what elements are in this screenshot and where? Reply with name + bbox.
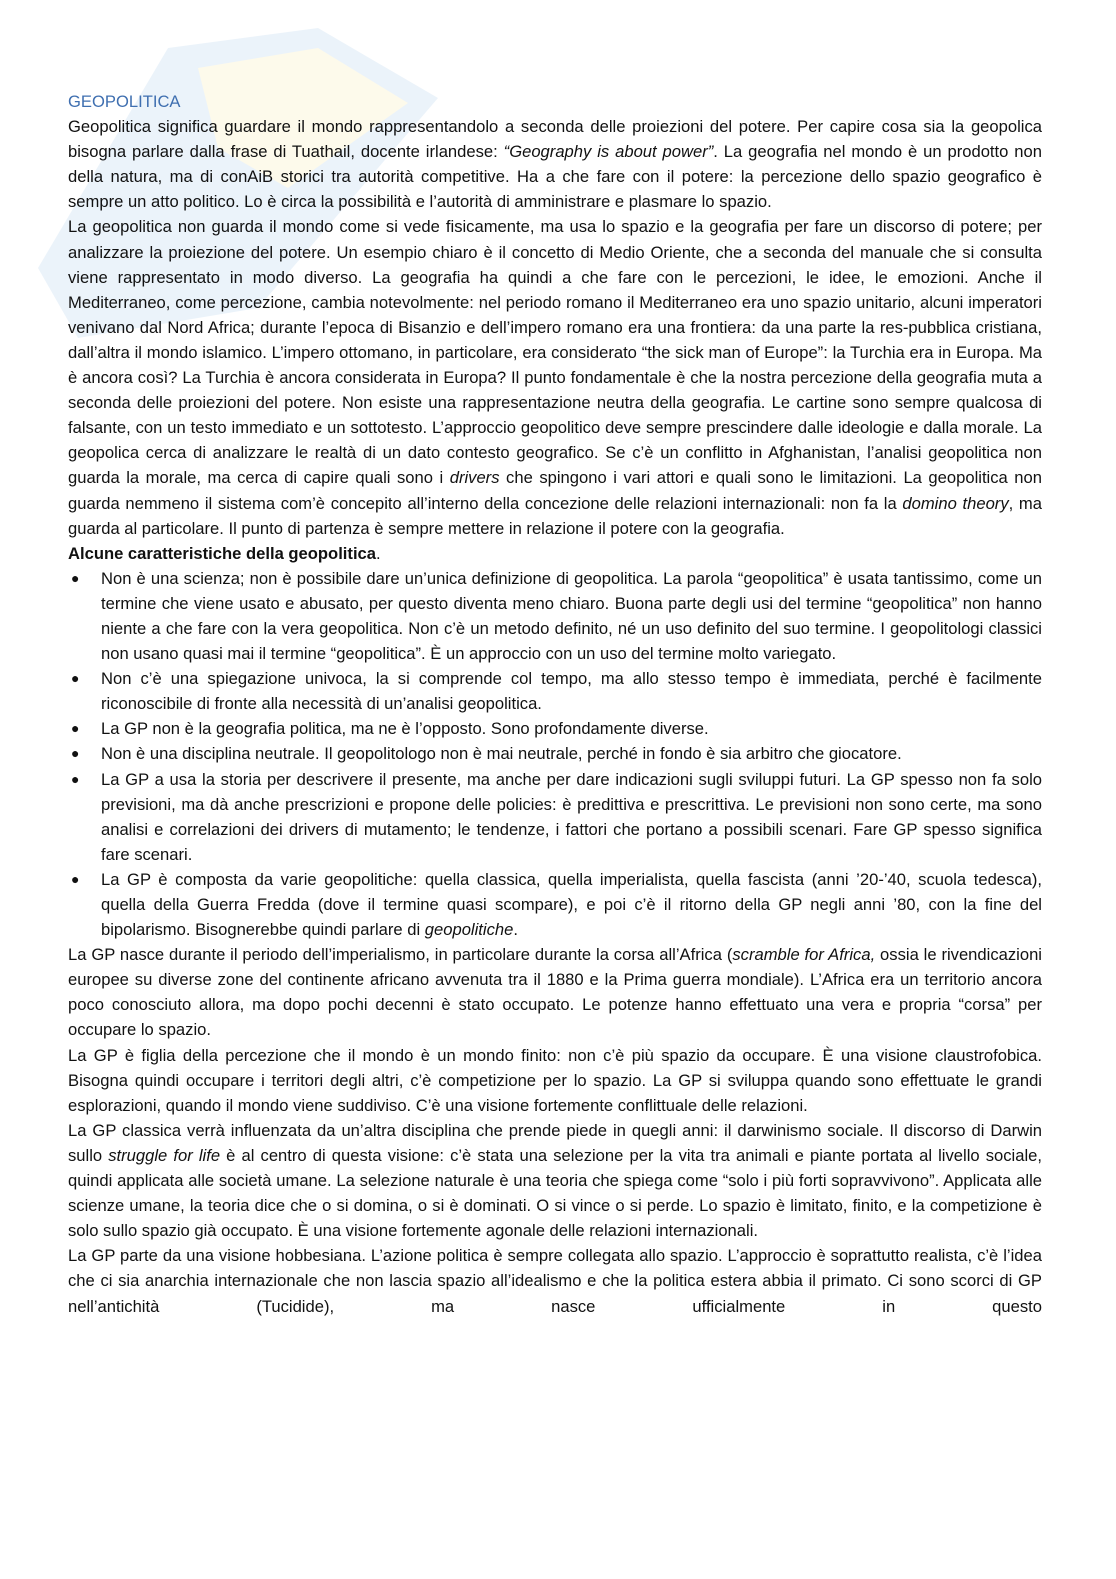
list-item: [68, 716, 1042, 741]
text-run: ossia le rivendicazioni europee su diverse zone del continente africano avvenuta tra il 1880 e la Prima guerra mondiale). L’Africa era un territorio ancora poco conosciuto allora, ma dopo pochi decenni è stato occupato. Le potenze hanno effettuato una vera e propria “corsa” per occupare lo spazio.: [68, 945, 1042, 1040]
document-title: GEOPOLITICA: [68, 92, 181, 111]
characteristics-heading: Alcune caratteristiche della geopolitica: [68, 543, 377, 563]
paragraph: [68, 1043, 1042, 1118]
text-run: La GP è figlia della percezione che il mondo è un mondo finito: non c’è più spazio da occupare. È una visione claustrofobica. Bisogna quindi occupare i territori degli altri, c’è competizione per lo spazio. La GP si sviluppa quando sono effettuate le grandi esplorazioni, quando il mondo viene suddiviso. C’è una visione fortemente conflittuale delle relazioni.: [68, 1045, 1042, 1115]
italic-text: domino theory: [902, 493, 1009, 513]
list-item: [68, 666, 1042, 716]
text-run: Non c’è una spiegazione univoca, la si comprende col tempo, ma allo stesso tempo è immediata, perché è facilmente riconoscibile di fronte alla necessità di un’analisi geopolitica.: [101, 669, 1042, 714]
text-run: La geopolitica non guarda il mondo come si vede fisicamente, ma usa lo spazio e la geografia per fare un discorso di potere; per analizzare la proiezione del potere. Un esempio chiaro è il concetto di Medio Oriente, che a seconda del manuale che si consulta viene rappresentato in modo diverso. La geografia ha quindi a che fare con le percezioni, le idee, le emozioni. Anche il Mediterraneo, come percezione, cambia notevolmente: nel periodo romano il Mediterraneo era uno spazio unitario, alcuni imperatori venivano dal Nord Africa; durante l’epoca di Bisanzio e dell’impero romano era una frontiera: da una parte la res-pubblica cristiana, dall’altra il mondo islamico. L’impero ottomano, in particolare, era considerato “the sick man of Europe”: la Turchia era in Europa. Ma è ancora così? La Turchia è ancora considerata in Europa? Il punto fondamentale è che la nostra percezione della geografia muta a seconda delle proiezioni del potere. Non esiste una rappresentazione neutra della geografia. Le cartine sono sempre qualcosa di falsante, con un testo immediato e un sottotesto. L’approccio geopolitico deve sempre prescindere dalle ideologie e dalla morale. La geopolica cerca di analizzare le realtà di un dato contesto geografico. Se c’è un conflitto in Afghanistan, l’analisi geopolitica non guarda la morale, ma cerca di capire quali sono i: [68, 217, 1042, 488]
text-run: La GP parte da una visione hobbesiana. L’azione politica è sempre collegata allo spazio. L’approccio è soprattutto realista, c’è l’idea che ci sia anarchia internazionale che non lascia spazio all’idealismo e che la politica estera abbia il primato. Ci sono scorci di GP nell’antichità (Tucidide), ma nasce ufficialmente in questo: [68, 1246, 1042, 1316]
italic-text: geopolitiche: [424, 920, 514, 940]
bullet-icon: ●: [71, 870, 80, 887]
text-run: è al centro di questa visione: c’è stata una selezione per la vita tra animali e piante portata al livello sociale, quindi applicata alle società umane. La selezione naturale è una teoria che spiega come “solo i più forti sopravvivono”. Applicata alle scienze umane, la teoria dice che o si domina, o si è dominati. O si vince o si perde. Lo spazio è limitato, finito, e la competizione è solo sullo spazio già occupato. È una visione fortemente agonale delle relazioni internazionali.: [68, 1145, 1042, 1241]
list-item: [68, 767, 1042, 867]
characteristics-heading-line: [68, 541, 1042, 566]
characteristics-list: [68, 566, 1042, 942]
paragraph: [68, 942, 1042, 1042]
text-run: che spingono i vari attori e quali sono le limitazioni. La geopolitica non guarda nemmeno il sistema com’è concepito all’interno della concezione delle relazioni internazionali: non fa la: [68, 468, 1042, 513]
bullet-icon: ●: [71, 720, 80, 737]
text-run: , ma guarda al particolare. Il punto di partenza è sempre mettere in relazione il potere con la geografia.: [68, 493, 1042, 538]
paragraph: [68, 214, 1042, 540]
italic-text: scramble for Africa,: [732, 945, 876, 965]
list-item: [68, 867, 1042, 942]
text-run: Non è una disciplina neutrale. Il geopolitologo non è mai neutrale, perché in fondo è sia arbitro che giocatore.: [101, 744, 902, 764]
text-run: La GP a usa la storia per descrivere il presente, ma anche per dare indicazioni sugli sviluppi futuri. La GP spesso non fa solo previsioni, ma dà anche prescrizioni e propone delle policies: è predittiva e prescrittiva. Le previsioni non sono certe, ma sono analisi e correlazioni dei drivers di mutamento; le tendenze, i fattori che portano a possibili scenari. Fare GP spesso significa fare scenari.: [101, 769, 1042, 864]
closing-section: [68, 942, 1042, 1318]
paragraph: [68, 1243, 1042, 1318]
bullet-icon: ●: [71, 745, 80, 762]
list-item: [68, 566, 1042, 666]
paragraph: [68, 114, 1042, 214]
bullet-icon: ●: [71, 569, 80, 586]
list-item: [68, 741, 1042, 766]
characteristics-heading-end: .: [376, 543, 381, 563]
text-run: La GP è composta da varie geopolitiche: quella classica, quella imperialista, quella fascista (anni ’20-’40, scuola tedesca), quella della Guerra Fredda (dove il termine quasi scompare), e poi c’è il ritorno della GP negli anni ’80, con la fine del bipolarismo. Bisognerebbe quindi parlare di: [101, 869, 1042, 940]
text-run: .: [513, 920, 518, 940]
paragraph: [68, 1118, 1042, 1243]
text-run: . La geografia nel mondo è un prodotto non della natura, ma di conAiB storici tra autorità competitive. Ha a che fare con il potere: la percezione dello spazio geografico è sempre un atto politico. Lo è circa la possibilità e l’autorità di amministrare e plasmare lo spazio.: [68, 142, 1042, 212]
italic-text: “Geography is about power”: [503, 142, 714, 162]
italic-text: drivers: [449, 468, 500, 488]
document-page: [68, 89, 1042, 1319]
italic-text: struggle for life: [108, 1145, 221, 1165]
text-run: La GP classica verrà influenzata da un’altra disciplina che prende piede in quegli anni: il darwinismo sociale. Il discorso di Darwin sullo: [68, 1120, 1042, 1165]
bullet-icon: ●: [71, 670, 80, 687]
text-run: Non è una scienza; non è possibile dare un’unica definizione di geopolitica. La parola “geopolitica” è usata tantissimo, come un termine che viene usato e abusato, per questo diventa meno chiaro. Buona parte degli usi del termine “geopolitica” non hanno niente a che fare con la vera geopolitica. Non c’è un metodo definito, né un uso definito del suo termine. I geopolitologi classici non usano quasi mai il termine “geopolitica”. È un approccio con un uso del termine molto variegato.: [101, 568, 1042, 664]
text-run: La GP nasce durante il periodo dell’imperialismo, in particolare durante la corsa all’Africa (: [68, 945, 733, 965]
bullet-icon: ●: [71, 770, 80, 787]
intro-section: [68, 114, 1042, 541]
text-run: La GP non è la geografia politica, ma ne è l’opposto. Sono profondamente diverse.: [101, 719, 709, 739]
text-run: Geopolitica significa guardare il mondo rappresentandolo a seconda delle proiezioni del potere. Per capire cosa sia la geopolica bisogna parlare dalla frase di Tuathail, docente irlandese:: [68, 117, 1042, 162]
